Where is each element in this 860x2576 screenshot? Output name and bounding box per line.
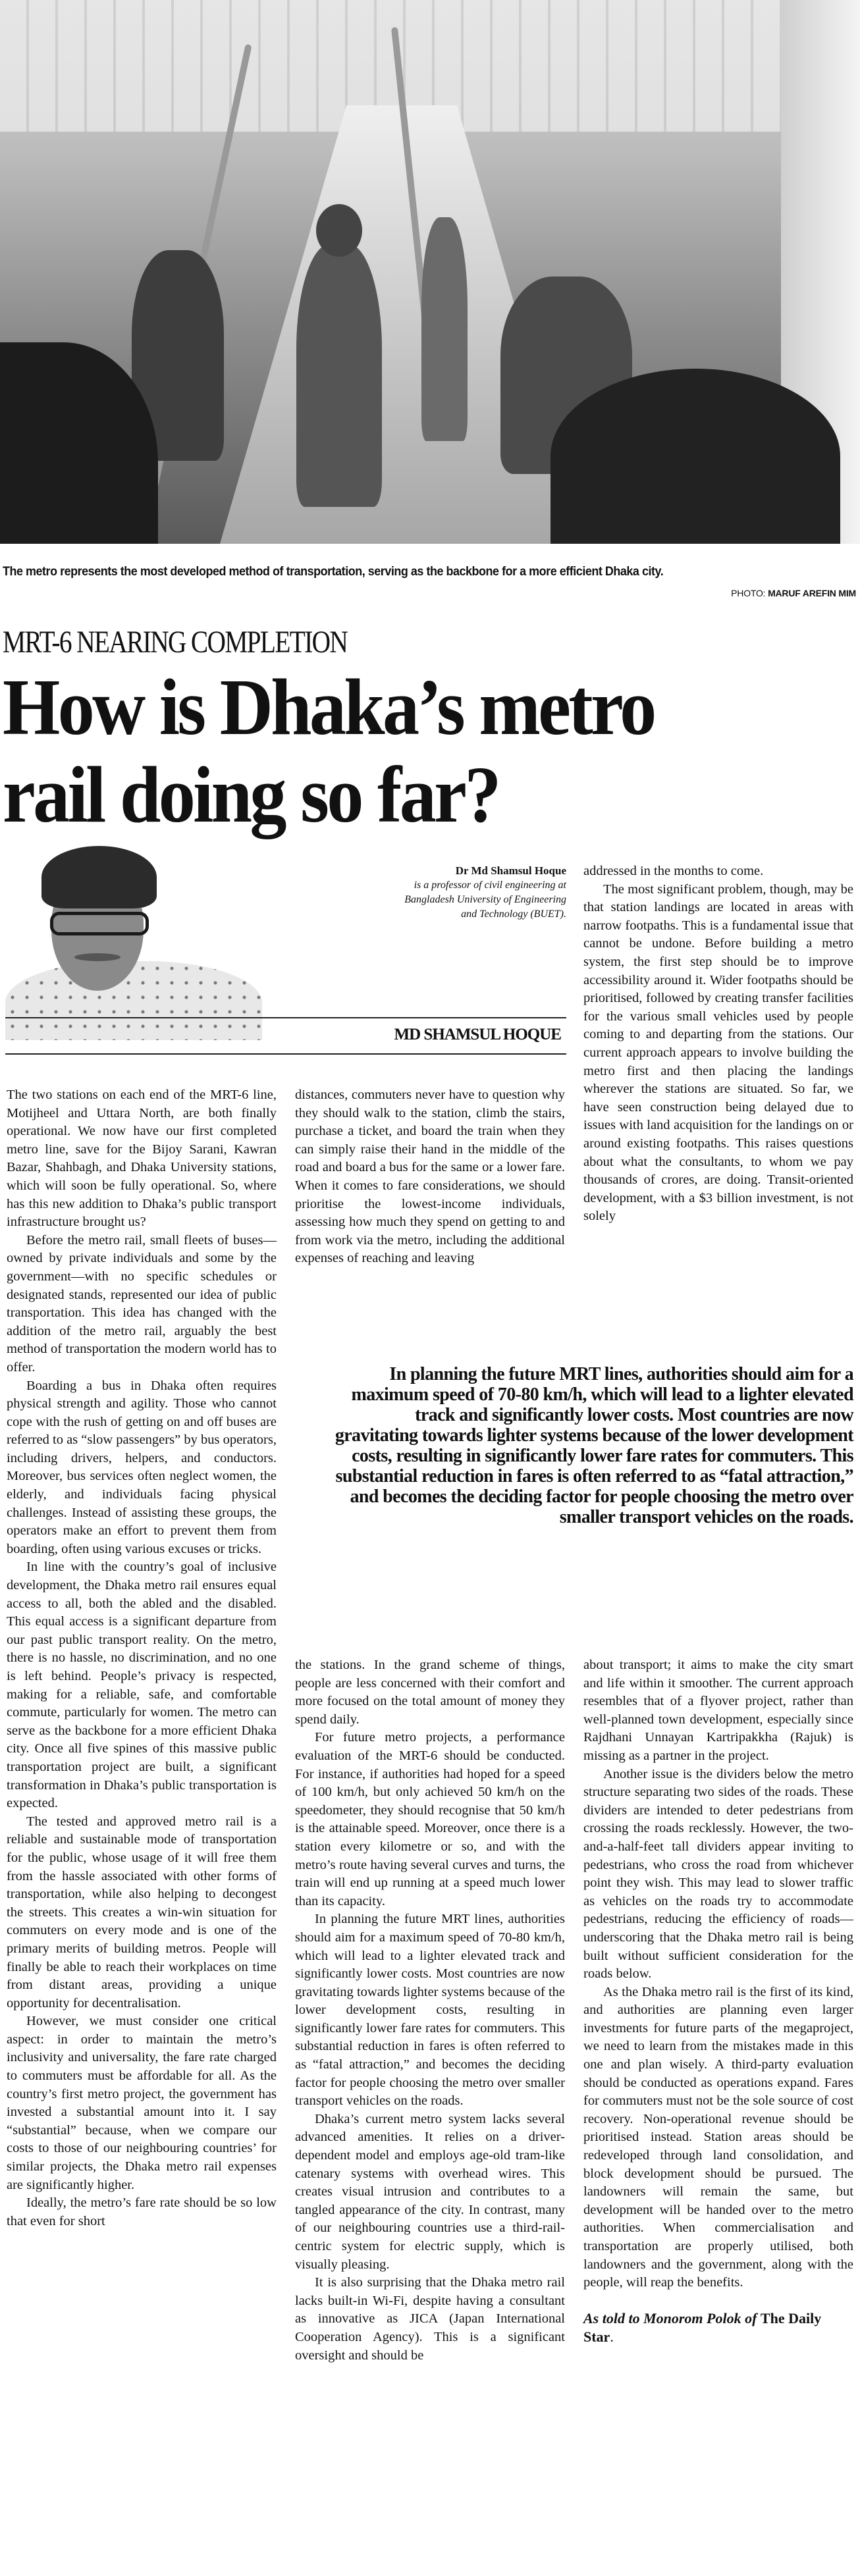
paragraph: Another issue is the dividers below the metro structure separating two sides of the roads. These dividers are intended to deter pedestrians from crossing the roads recklessly. However, the two-and-a-half-feet tall dividers appear inviting to pedestrians, who cross the road from whichever point they wish. This may lead to slower traffic as vehicles on the roads try to accommodate pedestrians, reducing the efficiency of roads—underscoring that the Dhaka metro rail is being built without sufficient consideration for the roads below.	[583, 1766, 853, 1982]
signoff-text: As told to Monorom Polok of	[583, 2309, 757, 2326]
paragraph: Ideally, the metro’s fare rate should be so low that even for short	[7, 2195, 277, 2228]
paragraph: The most significant problem, though, may be that station landings are located in areas with narrow footpaths. This is a fundamental issue that cannot be undone. Before building a metro system, the first step should be to improve accessibility around it. Wider footpaths should be prioritised, followed by creating transfer facilities for the various small vehicles used by people coming to and departing from the stations. Our current approach appears to involve building the metro first and then placing the landings wherever the stations are situated. So far, we have seen construction being delayed due to issues with land acquisition for the landings on or around existing footpaths. This raises questions about what the consultants, to whom we pay thousands of crores, are doing. Transit-oriented development, with a $3 billion investment, is not solely	[583, 881, 853, 1224]
signoff-period: .	[610, 2328, 614, 2345]
portrait-shirt	[5, 961, 262, 1040]
byline-divider-bottom	[5, 1053, 566, 1055]
paragraph: Before the metro rail, small fleets of buses—owned by private individuals and some by the government—with no specific schedules or designated stands, represented our idea of public transportation. This idea has changed with the addition of the metro rail, arguably the best method of transportation the modern world has to offer.	[7, 1232, 277, 1375]
author-desc-1: is a professor of civil engineering at	[414, 880, 566, 891]
headline-line-1: How is Dhaka’s metro	[3, 663, 655, 752]
author-desc-2: Bangladesh University of Engineering	[404, 894, 566, 905]
body-column-3-top	[583, 862, 853, 1226]
photo-passenger	[296, 244, 382, 507]
metro-interior-photo	[0, 0, 860, 544]
paragraph: addressed in the months to come.	[583, 864, 764, 878]
author-portrait	[5, 843, 269, 1040]
paragraph: the stations. In the grand scheme of things, people are less concerned with their comfort and more focused on the total amount of money they spend daily.	[295, 1658, 565, 1727]
author-bio	[342, 864, 566, 922]
pull-quote: In planning the future MRT lines, authorities should aim for a maximum speed of 70-80 km/h, which will lead to a lighter elevated track and significantly lower costs. Most countries are now gravitating towards lighter systems because of the lower development costs, resulting in significantly lower fare rates for commuters. This substantial reduction in fares is often referred to as “fatal attraction,” and becomes the deciding factor for people choosing the metro over smaller transport vehicles on the roads.	[335, 1364, 853, 1527]
paragraph: In planning the future MRT lines, authorities should aim for a maximum speed of 70-80 km/h, which will lead to a lighter elevated track and significantly lower costs. Most countries are now gravitating towards lighter systems because of the lower development costs, resulting in significantly lower fare rates for commuters. This substantial reduction in fares is often referred to as “fatal attraction,” and becomes the deciding factor for people choosing the metro over smaller transport vehicles on the roads.	[295, 1912, 565, 2109]
photo-credit-label: PHOTO:	[731, 588, 766, 598]
paragraph: It is also surprising that the Dhaka metro rail lacks built-in Wi-Fi, despite having a consultant as innovative as JICA (Japan International Cooperation Agency). This is a significant oversight and should be	[295, 2275, 565, 2363]
body-column-2-top	[295, 1086, 565, 1268]
body-column-2-bottom	[295, 1656, 565, 2365]
paragraph: The two stations on each end of the MRT-6 line, Motijheel and Uttara North, are both finally operational. We now have our first completed metro line, save for the Bijoy Sarani, Kawran Bazar, Shahbagh, and Dhaka University stations, which will soon be fully operational. So, where has this new addition to Dhaka’s public transport infrastructure brought us?	[7, 1088, 277, 1230]
paragraph: As the Dhaka metro rail is the first of its kind, and authorities are planning even larger investments for future parts of the megaproject, we need to learn from the mistakes made in this one and plan wisely. A third-party evaluation should be conducted as operations expand. Fares for commuters must not be the sole source of cost recovery. Non-operational revenue should be prioritised instead. Station areas should be redeveloped through land consolidation, and block development should be pursued. The landowners will remain the same, but development will be handed over to the metro authorities. When commercialisation and transportation are properly utilised, both landowners and the government, along with the people, will reap the benefits.	[583, 1984, 853, 2290]
photo-credit-name: MARUF AREFIN MIM	[768, 588, 856, 598]
signoff-publication: The Daily Star	[583, 2309, 822, 2345]
paragraph: about transport; it aims to make the city smart and life within it smoother. The current approach resembles that of a flyover project, rather than well-planned town development, especially since Rajdhani Unnayan Kartripakkha (Rajuk) is missing as a partner in the project.	[583, 1658, 853, 1763]
author-desc-3: and Technology (BUET).	[461, 908, 566, 920]
photo-foreground-head	[551, 369, 840, 544]
article-kicker: MRT-6 NEARING COMPLETION	[3, 625, 348, 660]
body-column-1	[7, 1086, 277, 2230]
article-signoff	[583, 2309, 853, 2346]
paragraph: Boarding a bus in Dhaka often requires physical strength and agility. Those who cannot cope with the rush of getting on and off buses are referred to as “slow passengers” by bus operators, including drivers, helpers, and conductors. Moreover, bus services often neglect women, the elderly, and individuals facing physical challenges. Instead of assisting these groups, the operators make an effort to prevent them from boarding, often using various excuses or tricks.	[7, 1378, 277, 1556]
photo-caption: The metro represents the most developed method of transportation, serving as the backbone for a more efficient Dhaka city.	[3, 564, 664, 579]
photo-passenger-head	[316, 204, 362, 257]
paragraph: However, we must consider one critical aspect: in order to maintain the metro’s inclusivity and universality, the fare rate charged to commuters must be affordable for all. As the country’s first metro project, the government has invested a substantial amount into it. I say “substantial” because, when we compare our costs to those of our neighbouring countries’ for similar projects, the Dhaka metro rail expenses are significantly higher.	[7, 2014, 277, 2192]
paragraph: For future metro projects, a performance evaluation of the MRT-6 should be conducted. For instance, if authorities had hoped for a speed of 100 km/h, but only achieved 50 km/h on the speedometer, they should recognise that 50 km/h is the attainable speed. Moreover, once there is a station every kilometre or so, and with the metro’s route having several curves and turns, the train will end up running at a speed much lower than its capacity.	[295, 1730, 565, 1908]
paragraph: Dhaka’s current metro system lacks several advanced amenities. It relies on a driver-dependent model and employs age-old tram-like catenary systems with overhead wires. This creates visual intrusion and contributes to a tangled appearance of the city. In contrast, many of our neighbouring countries use a third-rail-centric system for electric supply, which is visually pleasing.	[295, 2111, 565, 2272]
portrait-hair	[41, 846, 157, 908]
article-byline: MD SHAMSUL HOQUE	[394, 1026, 561, 1043]
body-column-3-bottom	[583, 1656, 853, 2346]
photo-credit	[731, 588, 856, 598]
paragraph: In line with the country’s goal of inclusive development, the Dhaka metro rail ensures equal access to all, both the abled and the disabled. This equal access is a significant departure from our past public transport reality. On the metro, there is no hassle, no discrimination, and no one is left behind. People’s privacy is respected, making for a reliable, safe, and comfortable commute, particularly for women. The metro can serve as the backbone for a more efficient Dhaka city. Once all five spines of this massive public transportation project are built, a significant transformation in Dhaka’s public transportation is expected.	[7, 1560, 277, 1811]
paragraph: The tested and approved metro rail is a reliable and sustainable mode of transportation for the public, whose usage of it will free them from the hassle associated with other forms of transportation, while also helping to decongest the streets. This creates a win-win situation for commuters on every mode and is one of the primary merits of building metros. People will finally be able to reach their workplaces on time from distant areas, providing a unique opportunity for decentralisation.	[7, 1814, 277, 2011]
photo-passenger	[421, 217, 468, 441]
author-name: Dr Md Shamsul Hoque	[455, 864, 566, 877]
paragraph: distances, commuters never have to question why they should walk to the station, climb the stairs, purchase a ticket, and board the train when they can simply raise their hand in the middle of the road and board a bus for the same or a lower fare. When it comes to fare considerations, we should prioritise the lowest-income individuals, assessing how much they spend on getting to and from work via the metro, including the additional expenses of reaching and leaving	[295, 1088, 565, 1266]
portrait-glasses	[50, 912, 149, 935]
byline-divider-top	[5, 1017, 566, 1018]
headline-line-2: rail doing so far?	[3, 750, 499, 839]
portrait-moustache	[74, 953, 121, 961]
article-headline	[3, 664, 851, 839]
